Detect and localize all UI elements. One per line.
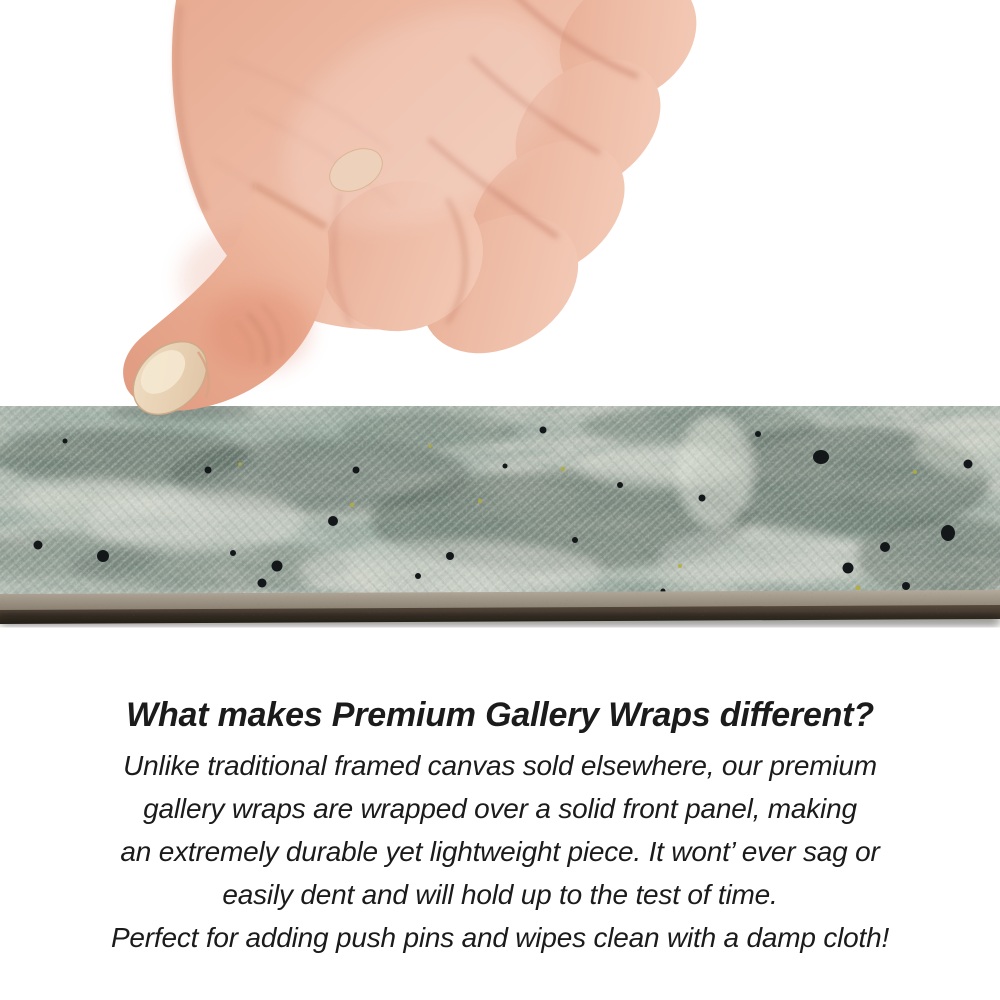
body-line-2: gallery wraps are wrapped over a solid front panel, making [143,793,857,824]
body-line-5: Perfect for adding push pins and wipes clean with a damp cloth! [110,922,890,953]
marketing-copy [0,696,1000,959]
hand-pressing-illustration [0,0,1000,440]
body-line-4: easily dent and will hold up to the test of time. [222,879,778,910]
body-line-1: Unlike traditional framed canvas sold elsewhere, our premium [123,750,877,781]
headline: What makes Premium Gallery Wraps different? [126,696,874,734]
wrap-bottom-edge [0,590,1000,624]
body-line-3: an extremely durable yet lightweight piece. It wont’ ever sag or [120,836,880,867]
